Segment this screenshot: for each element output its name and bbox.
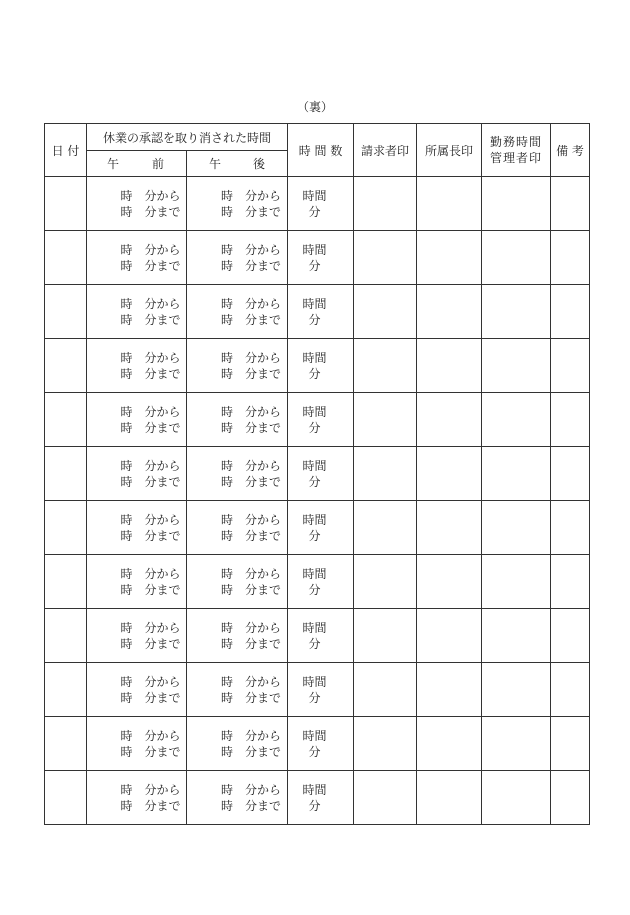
table-row	[45, 609, 590, 663]
attendance-manager-seal-cell[interactable]	[482, 285, 551, 339]
attendance-manager-seal-cell[interactable]	[482, 555, 551, 609]
table-row	[45, 339, 590, 393]
pm-from: 時 分から	[221, 566, 282, 581]
dept-head-seal-cell[interactable]	[417, 555, 482, 609]
requester-seal-cell[interactable]	[354, 609, 417, 663]
page-label: （裏）	[296, 100, 333, 114]
attendance-manager-seal-cell[interactable]	[482, 501, 551, 555]
minutes-unit: 分	[308, 582, 321, 597]
hours-cell[interactable]	[288, 177, 354, 231]
pm-header-left: 午	[209, 157, 222, 171]
pm-time-cell[interactable]	[187, 339, 288, 393]
remarks-cell[interactable]	[551, 177, 590, 231]
am-from: 時 分から	[120, 188, 181, 203]
date-cell[interactable]	[45, 771, 87, 825]
date-cell[interactable]	[45, 231, 87, 285]
am-until: 時 分まで	[120, 420, 181, 435]
dept-head-seal-cell[interactable]	[417, 231, 482, 285]
table-row	[45, 177, 590, 231]
remarks-cell[interactable]	[551, 285, 590, 339]
remarks-cell[interactable]	[551, 771, 590, 825]
am-from: 時 分から	[120, 242, 181, 257]
hours-unit: 時間	[302, 404, 327, 419]
am-until: 時 分まで	[120, 798, 181, 813]
pm-time-cell[interactable]	[187, 663, 288, 717]
attendance-manager-seal-cell[interactable]	[482, 393, 551, 447]
requester-seal-cell[interactable]	[354, 717, 417, 771]
pm-until: 時 分まで	[221, 690, 282, 705]
date-cell[interactable]	[45, 501, 87, 555]
requester-seal-cell[interactable]	[354, 663, 417, 717]
remarks-cell[interactable]	[551, 663, 590, 717]
dept-head-seal-cell[interactable]	[417, 717, 482, 771]
header-row	[45, 124, 590, 151]
date-header: 日 付	[45, 124, 87, 177]
dept-head-seal-header: 所属長印	[417, 124, 482, 177]
pm-time-cell[interactable]	[187, 231, 288, 285]
hours-unit: 時間	[302, 458, 327, 473]
am-time-cell[interactable]	[87, 717, 187, 771]
hours-unit: 時間	[302, 242, 327, 257]
date-cell[interactable]	[45, 339, 87, 393]
attendance-manager-seal-header	[482, 124, 551, 177]
pm-from: 時 分から	[221, 620, 282, 635]
minutes-unit: 分	[308, 798, 321, 813]
table-row	[45, 663, 590, 717]
requester-seal-cell[interactable]	[354, 393, 417, 447]
attendance-manager-seal-cell[interactable]	[482, 663, 551, 717]
hours-cell[interactable]	[288, 447, 354, 501]
remarks-cell[interactable]	[551, 339, 590, 393]
dept-head-seal-cell[interactable]	[417, 501, 482, 555]
dept-head-seal-cell[interactable]	[417, 663, 482, 717]
am-time-cell[interactable]	[87, 393, 187, 447]
minutes-unit: 分	[308, 366, 321, 381]
am-time-cell[interactable]	[87, 177, 187, 231]
pm-from: 時 分から	[221, 674, 282, 689]
attendance-manager-seal-cell[interactable]	[482, 231, 551, 285]
am-until: 時 分まで	[120, 258, 181, 273]
am-time-cell[interactable]	[87, 447, 187, 501]
dept-head-seal-cell[interactable]	[417, 393, 482, 447]
pm-until: 時 分まで	[221, 474, 282, 489]
table-row	[45, 501, 590, 555]
am-until: 時 分まで	[120, 204, 181, 219]
hours-cell[interactable]	[288, 609, 354, 663]
pm-time-cell[interactable]	[187, 717, 288, 771]
date-cell[interactable]	[45, 177, 87, 231]
requester-seal-cell[interactable]	[354, 447, 417, 501]
pm-until: 時 分まで	[221, 528, 282, 543]
hours-unit: 時間	[302, 566, 327, 581]
date-cell[interactable]	[45, 555, 87, 609]
attendance-manager-seal-cell[interactable]	[482, 609, 551, 663]
attendance-manager-line1: 勤務時間	[490, 135, 543, 149]
remarks-cell[interactable]	[551, 393, 590, 447]
hours-cell[interactable]	[288, 231, 354, 285]
hours-cell[interactable]	[288, 501, 354, 555]
attendance-manager-seal-cell[interactable]	[482, 177, 551, 231]
remarks-header: 備 考	[551, 124, 590, 177]
dept-head-seal-cell[interactable]	[417, 285, 482, 339]
remarks-cell[interactable]	[551, 231, 590, 285]
am-from: 時 分から	[120, 566, 181, 581]
minutes-unit: 分	[308, 744, 321, 759]
date-cell[interactable]	[45, 663, 87, 717]
date-cell[interactable]	[45, 447, 87, 501]
hours-cell[interactable]	[288, 285, 354, 339]
table-row	[45, 393, 590, 447]
rows-body	[45, 177, 590, 825]
requester-seal-cell[interactable]	[354, 339, 417, 393]
pm-until: 時 分まで	[221, 744, 282, 759]
am-time-cell[interactable]	[87, 771, 187, 825]
am-time-cell[interactable]	[87, 339, 187, 393]
pm-header	[187, 151, 288, 177]
hours-unit: 時間	[302, 296, 327, 311]
remarks-cell[interactable]	[551, 501, 590, 555]
hours-unit: 時間	[302, 350, 327, 365]
am-from: 時 分から	[120, 350, 181, 365]
date-cell[interactable]	[45, 609, 87, 663]
table-row	[45, 771, 590, 825]
requester-seal-header: 請求者印	[354, 124, 417, 177]
pm-time-cell[interactable]	[187, 285, 288, 339]
am-time-cell[interactable]	[87, 663, 187, 717]
am-until: 時 分まで	[120, 582, 181, 597]
hours-cell[interactable]	[288, 771, 354, 825]
am-from: 時 分から	[120, 458, 181, 473]
pm-from: 時 分から	[221, 296, 282, 311]
am-from: 時 分から	[120, 620, 181, 635]
dept-head-seal-cell[interactable]	[417, 177, 482, 231]
pm-until: 時 分まで	[221, 582, 282, 597]
minutes-unit: 分	[308, 474, 321, 489]
am-until: 時 分まで	[120, 474, 181, 489]
remarks-cell[interactable]	[551, 447, 590, 501]
requester-seal-cell[interactable]	[354, 555, 417, 609]
attendance-manager-seal-cell[interactable]	[482, 339, 551, 393]
date-cell[interactable]	[45, 717, 87, 771]
pm-time-cell[interactable]	[187, 609, 288, 663]
dept-head-seal-cell[interactable]	[417, 339, 482, 393]
am-from: 時 分から	[120, 674, 181, 689]
table-row	[45, 717, 590, 771]
pm-time-cell[interactable]	[187, 393, 288, 447]
minutes-unit: 分	[308, 690, 321, 705]
pm-from: 時 分から	[221, 782, 282, 797]
hours-unit: 時間	[302, 782, 327, 797]
remarks-cell[interactable]	[551, 717, 590, 771]
pm-time-cell[interactable]	[187, 501, 288, 555]
minutes-unit: 分	[308, 636, 321, 651]
am-time-cell[interactable]	[87, 231, 187, 285]
requester-seal-cell[interactable]	[354, 771, 417, 825]
pm-header-right: 後	[253, 157, 266, 171]
minutes-unit: 分	[308, 204, 321, 219]
requester-seal-cell[interactable]	[354, 177, 417, 231]
pm-from: 時 分から	[221, 188, 282, 203]
attendance-manager-seal-cell[interactable]	[482, 717, 551, 771]
am-until: 時 分まで	[120, 312, 181, 327]
hours-cell[interactable]	[288, 717, 354, 771]
am-time-cell[interactable]	[87, 285, 187, 339]
pm-until: 時 分まで	[221, 366, 282, 381]
am-from: 時 分から	[120, 404, 181, 419]
minutes-unit: 分	[308, 312, 321, 327]
am-time-cell[interactable]	[87, 501, 187, 555]
am-until: 時 分まで	[120, 528, 181, 543]
am-header-right: 前	[151, 157, 164, 171]
hours-cell[interactable]	[288, 663, 354, 717]
pm-time-cell[interactable]	[187, 555, 288, 609]
hours-header: 時 間 数	[288, 124, 354, 177]
pm-from: 時 分から	[221, 404, 282, 419]
am-header-left: 午	[107, 157, 120, 171]
pm-until: 時 分まで	[221, 420, 282, 435]
table-row	[45, 231, 590, 285]
pm-until: 時 分まで	[221, 204, 282, 219]
dept-head-seal-cell[interactable]	[417, 609, 482, 663]
am-until: 時 分まで	[120, 366, 181, 381]
hours-unit: 時間	[302, 512, 327, 527]
am-from: 時 分から	[120, 296, 181, 311]
am-time-cell[interactable]	[87, 555, 187, 609]
am-until: 時 分まで	[120, 636, 181, 651]
am-header	[87, 151, 187, 177]
requester-seal-cell[interactable]	[354, 231, 417, 285]
hours-unit: 時間	[302, 620, 327, 635]
pm-from: 時 分から	[221, 242, 282, 257]
pm-from: 時 分から	[221, 512, 282, 527]
pm-until: 時 分まで	[221, 258, 282, 273]
requester-seal-cell[interactable]	[354, 285, 417, 339]
cancellation-record-table	[44, 123, 590, 825]
am-until: 時 分まで	[120, 690, 181, 705]
pm-time-cell[interactable]	[187, 447, 288, 501]
requester-seal-cell[interactable]	[354, 501, 417, 555]
attendance-manager-line2: 管理者印	[490, 151, 543, 165]
am-from: 時 分から	[120, 512, 181, 527]
pm-until: 時 分まで	[221, 636, 282, 651]
date-cell[interactable]	[45, 285, 87, 339]
attendance-manager-seal-cell[interactable]	[482, 771, 551, 825]
pm-until: 時 分まで	[221, 312, 282, 327]
pm-until: 時 分まで	[221, 798, 282, 813]
cancelled-time-header: 休業の承認を取り消された時間	[87, 124, 288, 151]
remarks-cell[interactable]	[551, 609, 590, 663]
minutes-unit: 分	[308, 258, 321, 273]
pm-from: 時 分から	[221, 350, 282, 365]
pm-time-cell[interactable]	[187, 771, 288, 825]
hours-cell[interactable]	[288, 339, 354, 393]
attendance-manager-seal-cell[interactable]	[482, 447, 551, 501]
pm-from: 時 分から	[221, 458, 282, 473]
remarks-cell[interactable]	[551, 555, 590, 609]
hours-cell[interactable]	[288, 555, 354, 609]
dept-head-seal-cell[interactable]	[417, 447, 482, 501]
dept-head-seal-cell[interactable]	[417, 771, 482, 825]
table-row	[45, 447, 590, 501]
am-until: 時 分まで	[120, 744, 181, 759]
minutes-unit: 分	[308, 528, 321, 543]
pm-from: 時 分から	[221, 728, 282, 743]
hours-unit: 時間	[302, 674, 327, 689]
minutes-unit: 分	[308, 420, 321, 435]
pm-time-cell[interactable]	[187, 177, 288, 231]
am-time-cell[interactable]	[87, 609, 187, 663]
date-cell[interactable]	[45, 393, 87, 447]
hours-unit: 時間	[302, 188, 327, 203]
hours-unit: 時間	[302, 728, 327, 743]
table-row	[45, 285, 590, 339]
table-row	[45, 555, 590, 609]
am-from: 時 分から	[120, 728, 181, 743]
am-from: 時 分から	[120, 782, 181, 797]
hours-cell[interactable]	[288, 393, 354, 447]
